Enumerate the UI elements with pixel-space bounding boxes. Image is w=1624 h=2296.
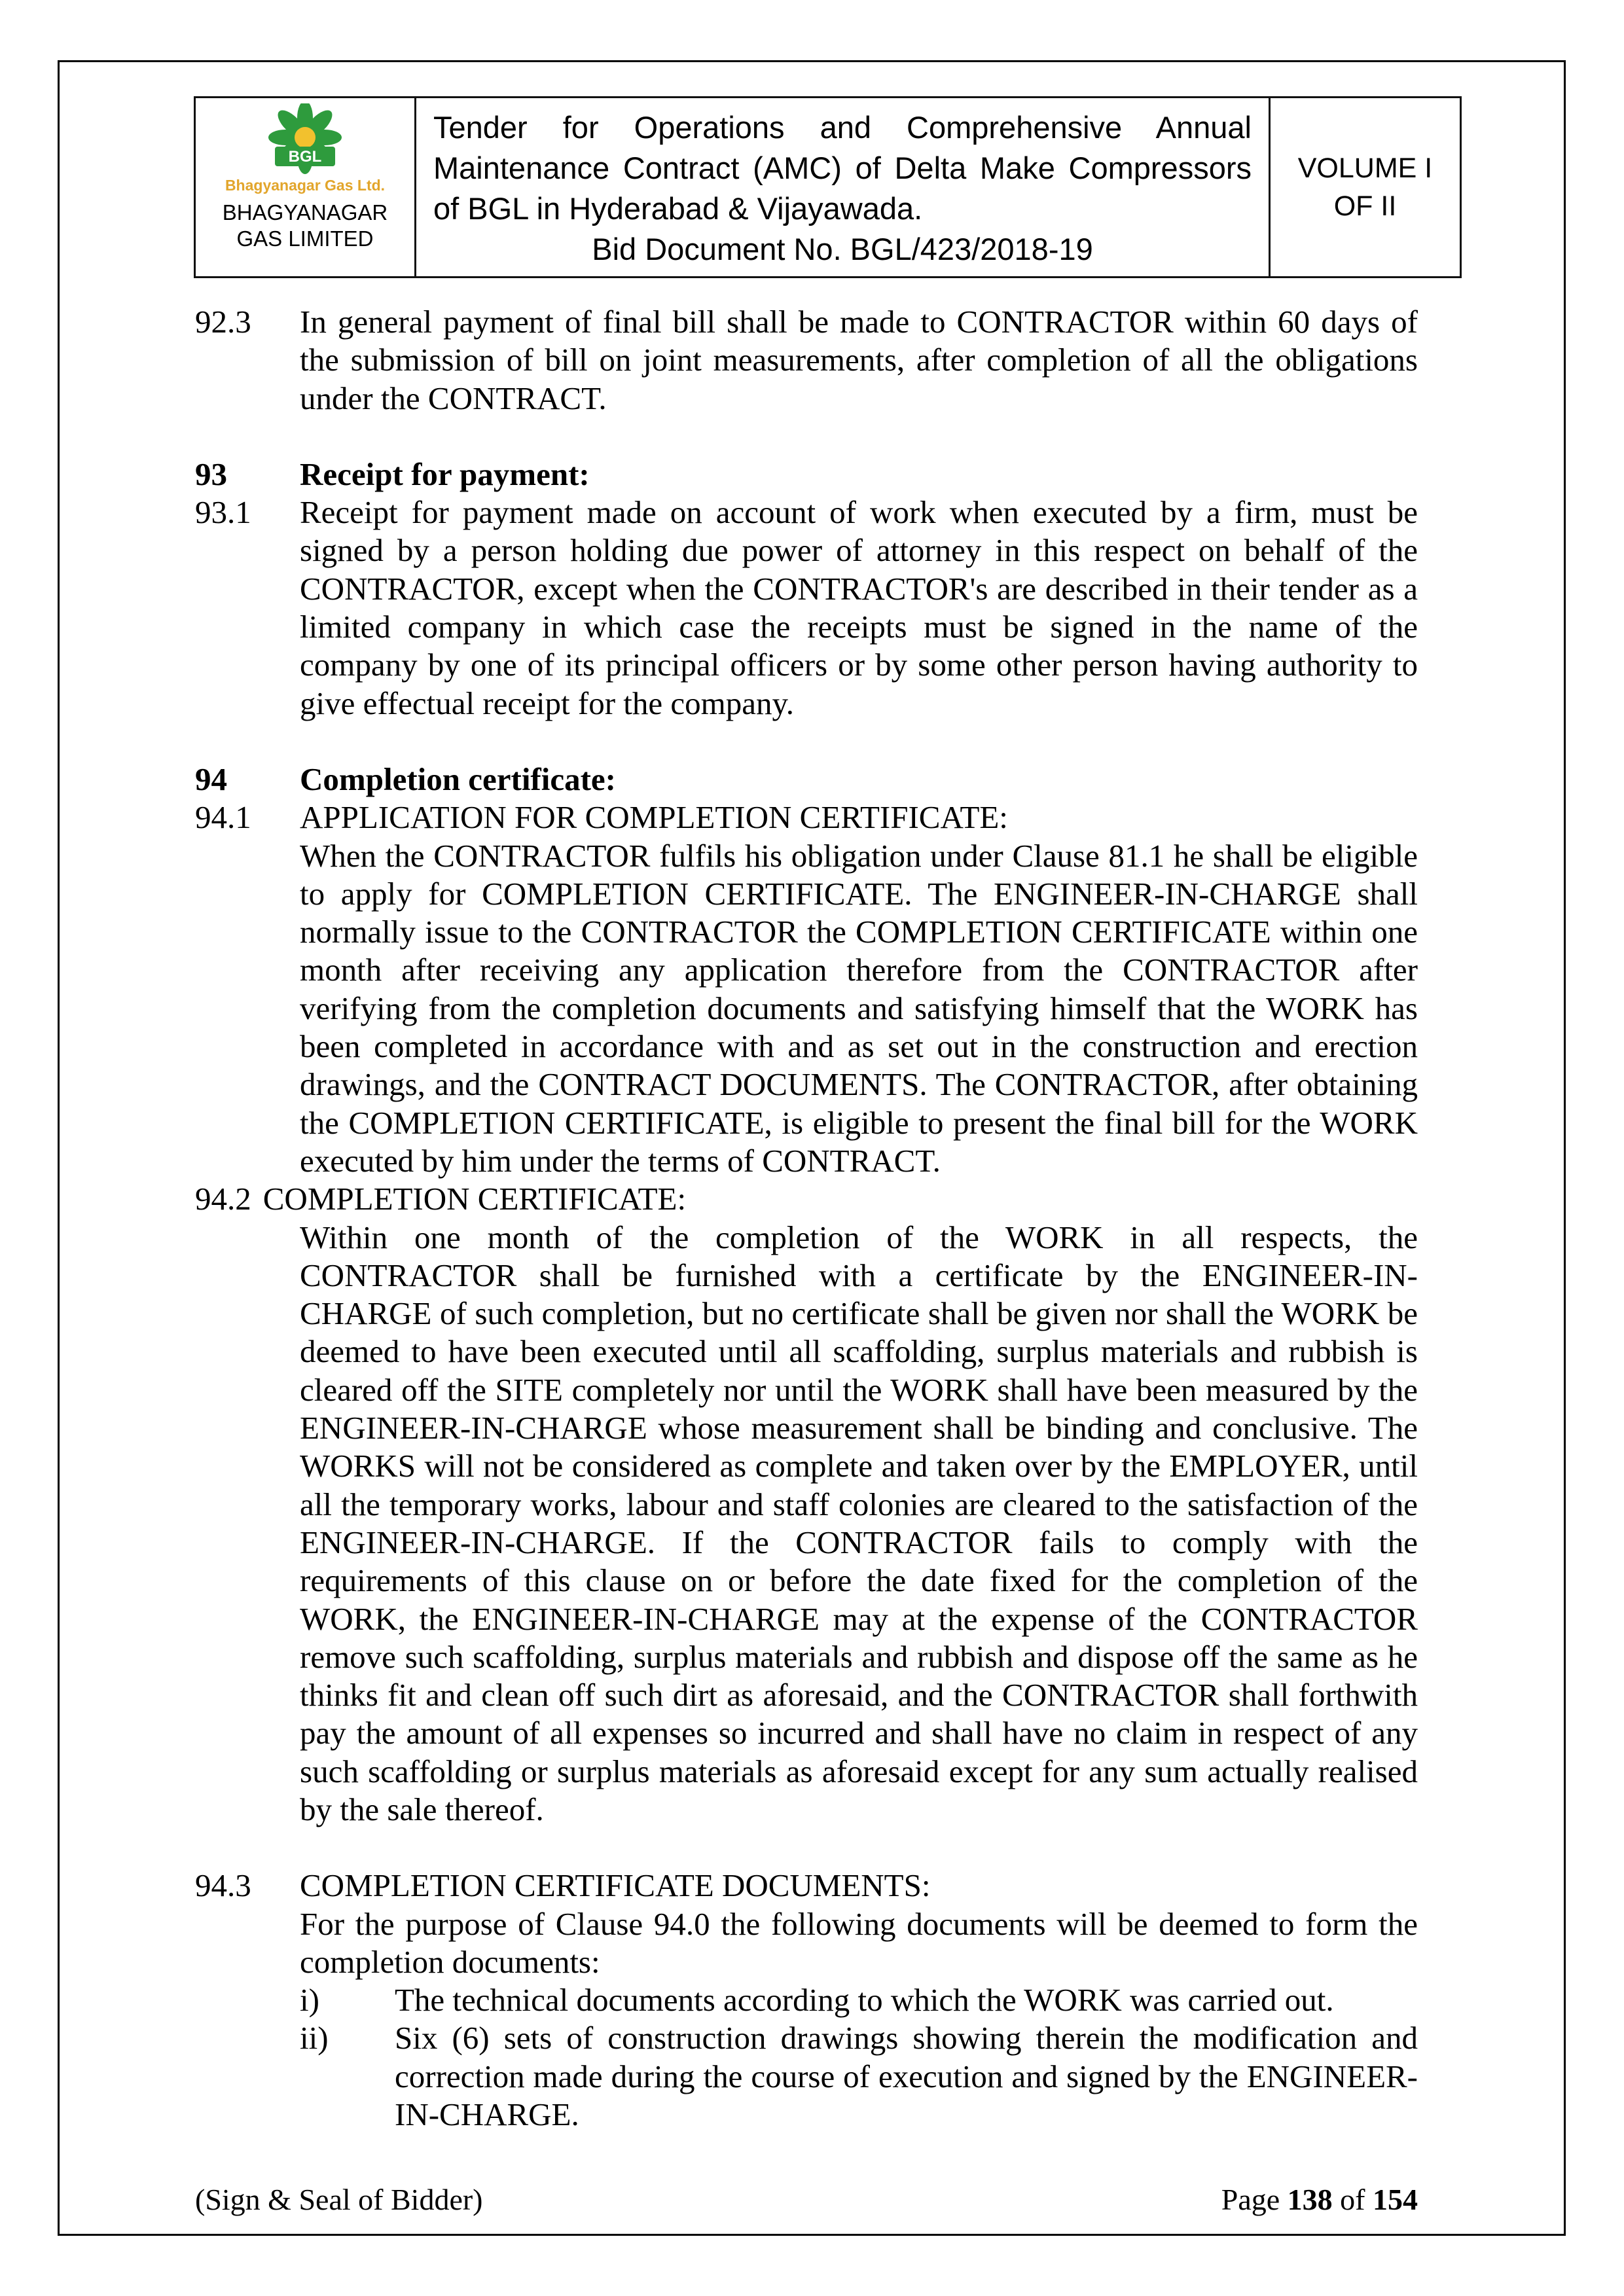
document-body: [195, 303, 1418, 2134]
bgl-logo-initials: BGL: [288, 148, 322, 166]
logo-cell: [196, 98, 414, 276]
clause-number: 93.1: [195, 494, 251, 531]
title-cell: [414, 98, 1269, 276]
clause-number: 94.3: [195, 1867, 251, 1904]
clause-number: 94: [195, 761, 227, 797]
of-label: of: [1340, 2183, 1365, 2216]
subclause-heading: APPLICATION FOR COMPLETION CERTIFICATE:: [300, 799, 1008, 836]
bid-document-number: Bid Document No. BGL/423/2018-19: [592, 232, 1093, 267]
clause-text: Receipt for payment made on account of work when executed by a firm, must be signed by a person holding due power of attorney in this respect on behalf of the CONTRACTOR, except when the CONTRACTOR's are described in their tender as a limited company in which case the receipts must be signed in the name of the company by one of its principal officers or by some other person having authority to give effectual receipt for the company.: [300, 494, 1418, 721]
item-marker: i): [300, 1982, 319, 2018]
clause-92-3: [195, 303, 1418, 418]
item-text: The technical documents according to which the WORK was carried out.: [395, 1982, 1334, 2018]
clause-94: [195, 761, 1418, 798]
subclause-heading: COMPLETION CERTIFICATE DOCUMENTS:: [300, 1867, 931, 1904]
document-header: [194, 96, 1462, 278]
clause-94-3: [195, 1867, 1418, 2134]
clause-heading: Completion certificate:: [300, 761, 616, 797]
page-current: 138: [1287, 2183, 1333, 2216]
clause-text: In general payment of final bill shall be made to CONTRACTOR within 60 days of the submission of bill on joint measurements, after completion of all the obligations under the CONTRACT.: [300, 304, 1418, 416]
page-total: 154: [1373, 2183, 1418, 2216]
clause-heading: Receipt for payment:: [300, 456, 590, 492]
clause-number: 92.3: [195, 304, 251, 340]
clause-number: 93: [195, 456, 227, 492]
item-marker: ii): [300, 2020, 329, 2056]
document-footer: [195, 2182, 1418, 2217]
clause-94-1: [195, 798, 1418, 1180]
page-border: [58, 60, 1566, 2236]
brand-subtext: Bhagyanagar Gas Ltd.: [225, 177, 386, 194]
volume-line-2: OF II: [1333, 190, 1397, 223]
clause-text: Within one month of the completion of the WORK in all respects, the CONTRACTOR shall be furnished with a certificate by the ENGINEER-IN-CHARGE of such completion, but no certificate shall be given nor shall the WORK be deemed to have been executed until all scaffolding, surplus materials and rubbish is cleared off the SITE completely nor until the WORK shall have been measured by the ENGINEER-IN-CHARGE whose measurement shall be binding and conclusive. The WORKS will not be considered as complete and taken over by the EMPLOYER, until all the temporary works, labour and staff colonies are cleared to the satisfaction of the ENGINEER-IN-CHARGE. If the CONTRACTOR fails to comply with the requirements of this clause on or before the date fixed for the completion of the WORK, the ENGINEER-IN-CHARGE may at the expense of the CONTRACTOR remove such scaffolding, surplus materials and rubbish and dispose off the same as he thinks fit and clean off such dirt as aforesaid, and the CONTRACTOR shall forthwith pay the amount of all expenses so incurred and shall have no claim in respect of any such scaffolding or surplus materials as aforesaid except for any sum actually realised by the sale thereof.: [300, 1219, 1418, 1827]
bgl-logo-icon: [240, 103, 370, 181]
clause-text: When the CONTRACTOR fulfils his obligation under Clause 81.1 he shall be eligible to apply for COMPLETION CERTIFICATE. The ENGINEER-IN-CHARGE shall normally issue to the CONTRACTOR the COMPLETION CERTIFICATE within one month after receiving any application therefore from the CONTRACTOR after verifying from the completion documents and satisfying himself that the WORK has been completed in accordance with and as set out in the construction and erection drawings, and the CONTRACT DOCUMENTS. The CONTRACTOR, after obtaining the COMPLETION CERTIFICATE, is eligible to present the final bill for the WORK executed by him under the terms of CONTRACT.: [300, 837, 1418, 1179]
sign-seal-label: (Sign & Seal of Bidder): [195, 2183, 483, 2216]
list-item: [300, 1981, 1418, 2019]
company-name: BHAGYANAGAR GAS LIMITED: [222, 200, 388, 251]
volume-cell: [1269, 98, 1460, 276]
subclause-heading-line: [195, 1180, 1418, 1218]
volume-line-1: VOLUME I: [1297, 152, 1433, 185]
clause-94-2: [195, 1180, 1418, 1829]
clause-number: 94.2: [195, 1181, 251, 1217]
item-text: Six (6) sets of construction drawings showing therein the modification and correction made during the course of execution and signed by the ENGINEER-IN-CHARGE.: [395, 2020, 1418, 2133]
clause-93-1: [195, 493, 1418, 723]
clause-93: [195, 456, 1418, 493]
page-number: [1221, 2182, 1418, 2217]
subclause-heading: COMPLETION CERTIFICATE:: [262, 1181, 687, 1217]
list-item: [300, 2019, 1418, 2134]
tender-title: Tender for Operations and Comprehensive Annual Maintenance Contract (AMC) of Delta Make Compressors of BGL in Hyderabad & Vijayawada.: [433, 110, 1252, 226]
page-label: Page: [1221, 2183, 1280, 2216]
clause-text: For the purpose of Clause 94.0 the following documents will be deemed to form the completion documents:: [300, 1905, 1418, 1980]
clause-number: 94.1: [195, 799, 251, 836]
